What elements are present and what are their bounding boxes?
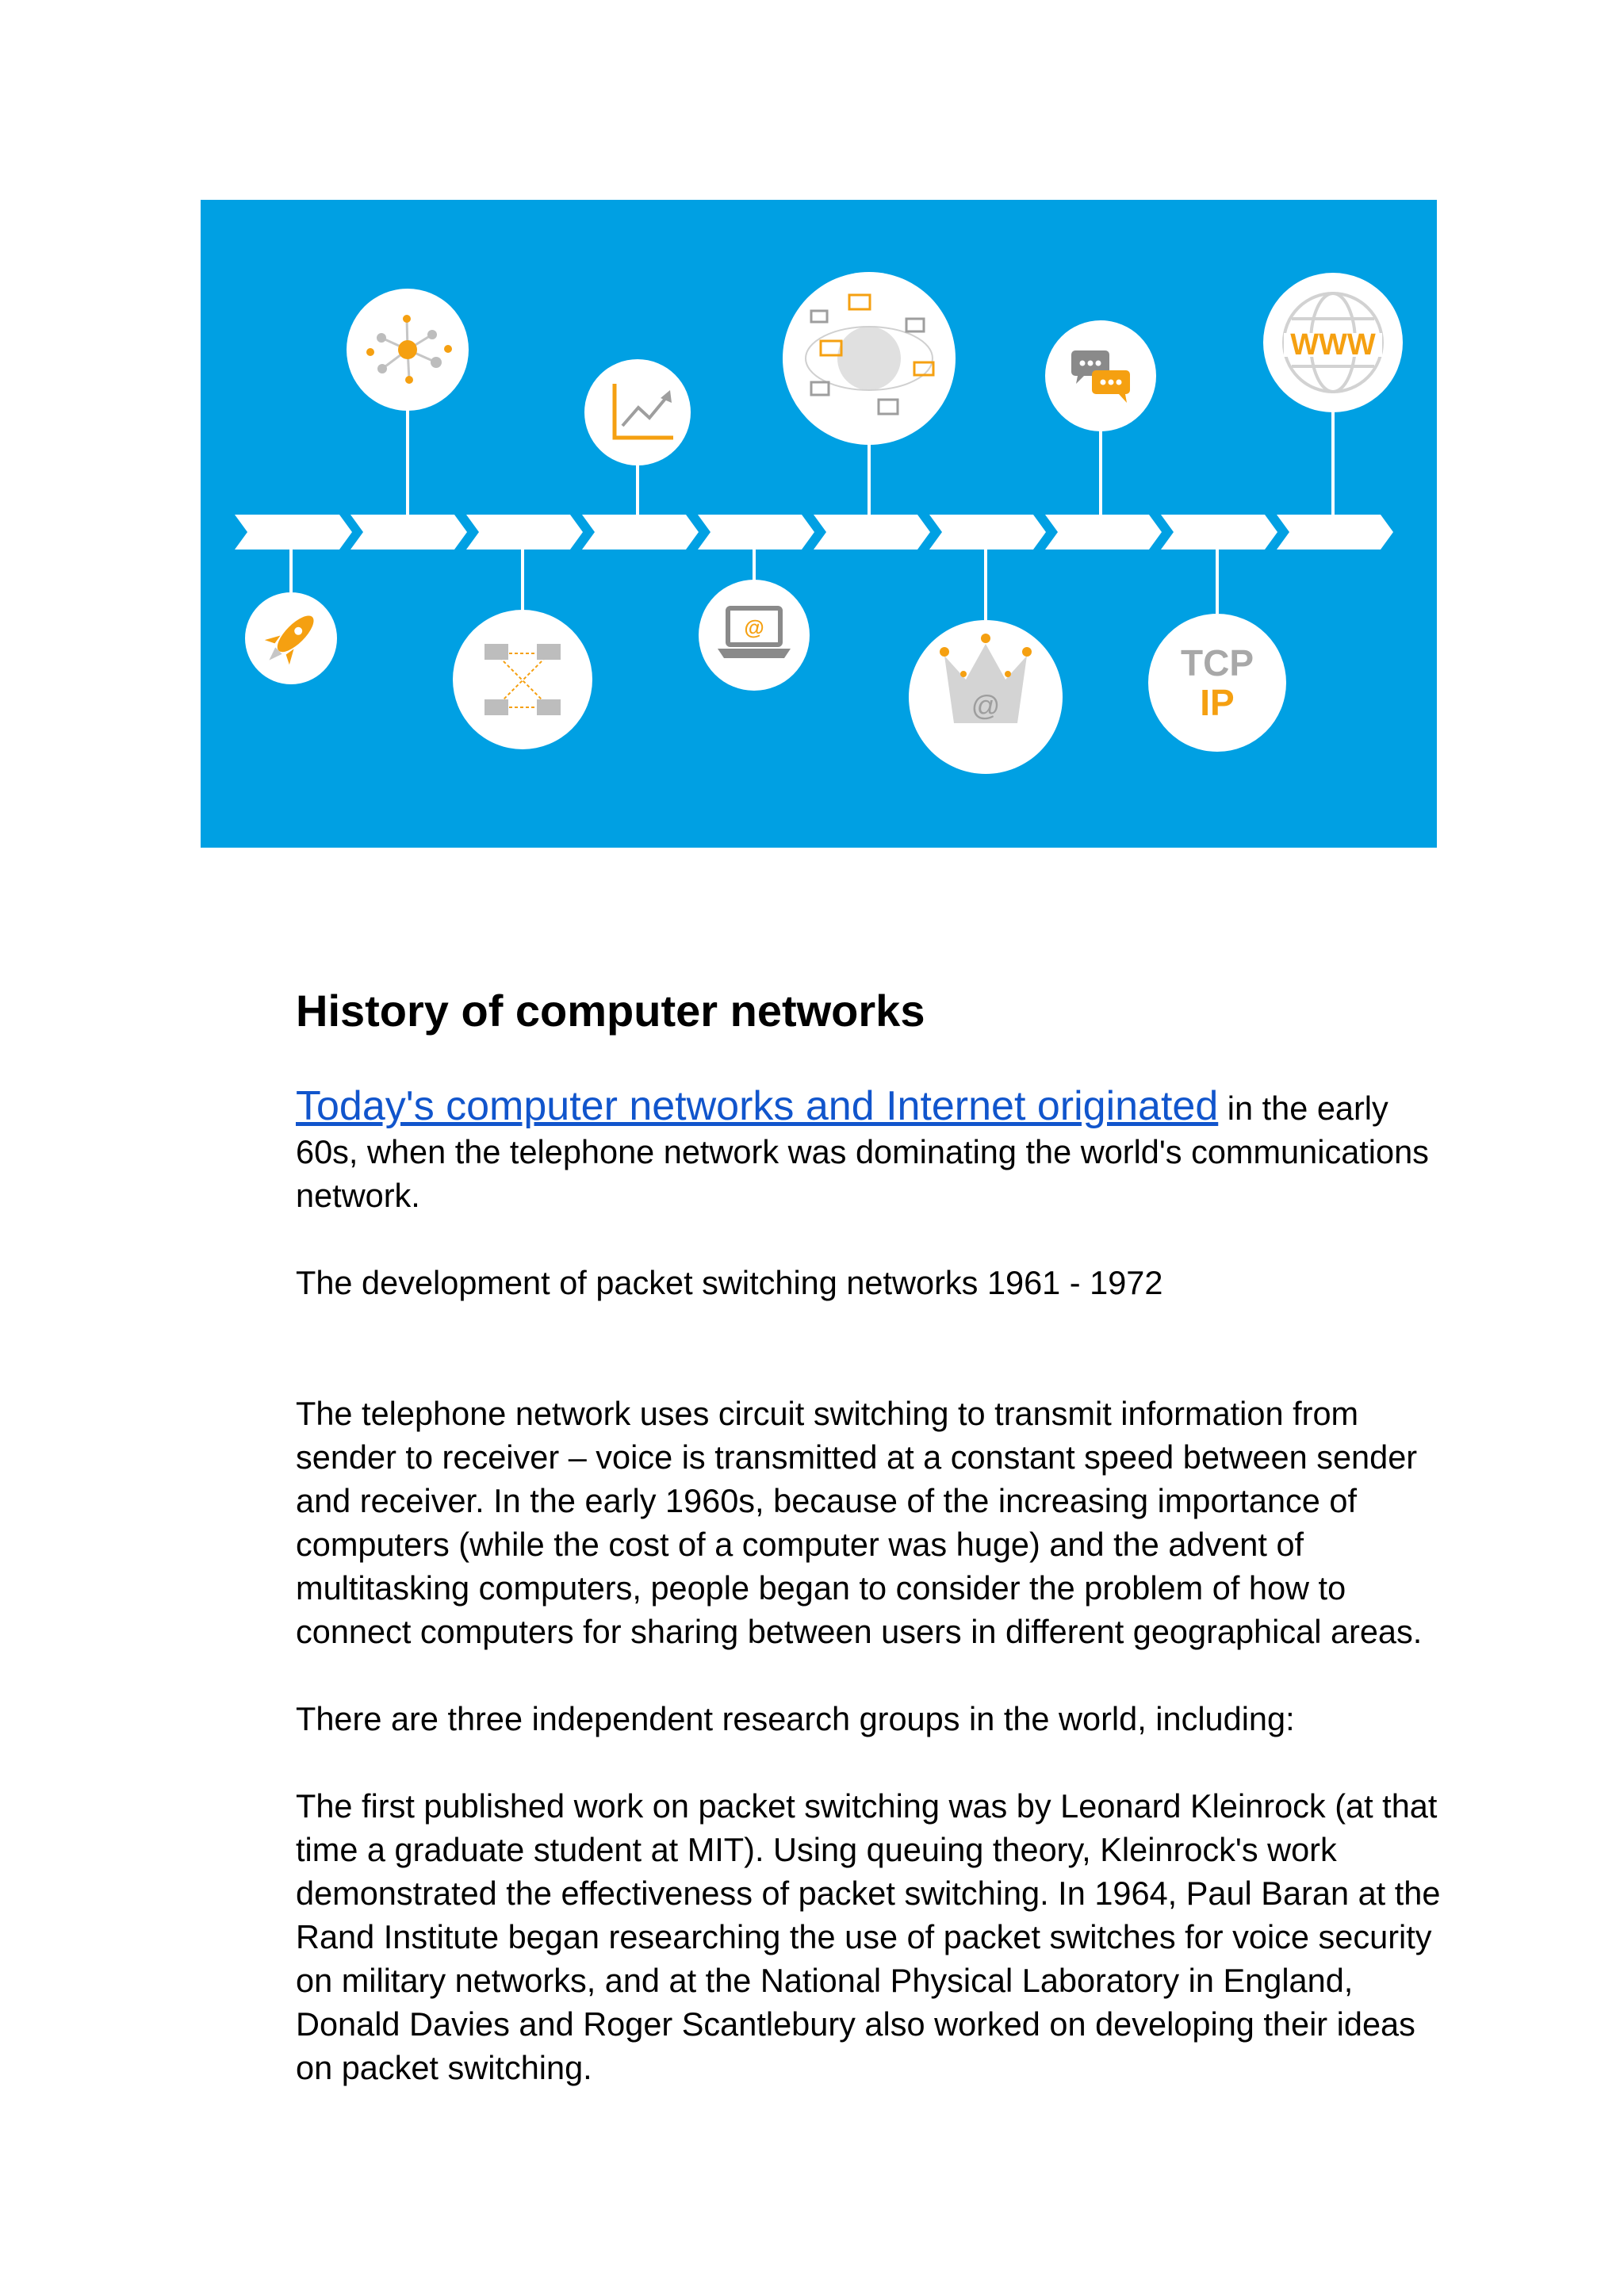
- email-crown-icon: [909, 620, 1063, 774]
- crown-at-symbol: @: [971, 689, 1001, 722]
- network-cluster-icon: [347, 289, 469, 411]
- timeline-illustration: [201, 200, 1437, 848]
- globe-network-icon: [783, 272, 956, 445]
- timeline-arrows: [235, 515, 1393, 550]
- laptop-at-symbol: @: [744, 615, 764, 639]
- paragraph-circuit-switching: The telephone network uses circuit switching to transmit information from sender to receiver – voice is transmitted at a constant speed between sender and receiver. In the early 1960s, because of the increasing importance of computers (while the cost of a computer was huge) and the advent of multitasking computers, people began to consider the problem of how to connect computers for sharing between users in different geographical areas.: [296, 1395, 1423, 1650]
- paragraph-research-groups: There are three independent research groups in the world, including:: [296, 1700, 1295, 1737]
- chat-bubbles-icon: [1045, 320, 1156, 431]
- www-label: WWW: [1290, 328, 1376, 362]
- ip-label: IP: [1200, 682, 1235, 723]
- www-globe-icon: [1263, 273, 1403, 412]
- rocket-icon: [245, 592, 337, 684]
- laptop-email-icon: [699, 580, 810, 691]
- tcp-ip-icon: [1148, 614, 1286, 752]
- growth-chart-icon: [584, 359, 691, 465]
- intro-paragraph: [296, 1085, 1454, 1217]
- intro-text: in the early 60s, when the telephone network was dominating the world's communications network.: [296, 1090, 1429, 1214]
- article-body: [296, 983, 1454, 2089]
- paragraph-packet-switching: The first published work on packet switching was by Leonard Kleinrock (at that time a graduate student at MIT). Using queuing theory, Kleinrock's work demonstrated the effectiveness of packet switching. In 1964, Paul Baran at the Rand Institute began researching the use of packet switches for voice security on military networks, and at the National Physical Laboratory in England, Donald Davies and Roger Scantlebury also worked on developing their ideas on packet switching.: [296, 1787, 1441, 2086]
- tcp-label: TCP: [1181, 642, 1254, 684]
- intro-link[interactable]: Today's computer networks and Internet originated: [296, 1083, 1219, 1129]
- timeline-banner: [201, 200, 1437, 848]
- page-title: History of computer networks: [296, 986, 925, 1036]
- connected-computers-icon: [453, 610, 592, 749]
- subheading: The development of packet switching networks 1961 - 1972: [296, 1264, 1163, 1301]
